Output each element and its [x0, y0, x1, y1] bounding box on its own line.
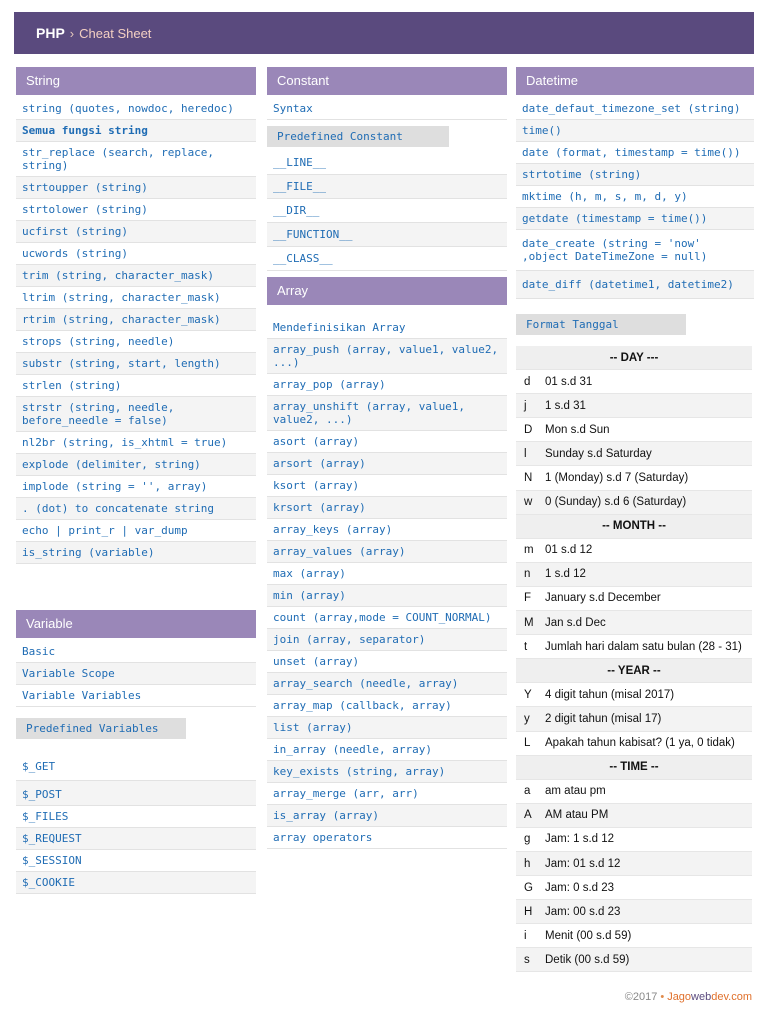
list-item[interactable]: min (array) [267, 585, 507, 607]
table-row: H Jam: 00 s.d 23 [516, 900, 752, 924]
list-item[interactable]: strlen (string) [16, 375, 256, 397]
list-item[interactable]: Syntax [267, 98, 507, 120]
list-item[interactable]: __FUNCTION__ [267, 223, 507, 247]
variable-list [16, 641, 256, 707]
footer-credit [625, 991, 752, 1003]
list-item[interactable]: array_map (callback, array) [267, 695, 507, 717]
list-item[interactable]: Mendefinisikan Array [267, 317, 507, 339]
list-item[interactable]: __CLASS__ [267, 247, 507, 271]
subheader-format-tanggal: Format Tanggal [516, 314, 686, 335]
table-row: s Detik (00 s.d 59) [516, 948, 752, 972]
table-row: Y 4 digit tahun (misal 2017) [516, 683, 752, 707]
subheader-predefined-constant: Predefined Constant [267, 126, 449, 147]
list-item[interactable]: ucfirst (string) [16, 221, 256, 243]
list-item[interactable]: str_replace (search, replace, string) [16, 142, 256, 177]
list-item[interactable]: implode (string = '', array) [16, 476, 256, 498]
list-item[interactable]: ksort (array) [267, 475, 507, 497]
table-row: j 1 s.d 31 [516, 394, 752, 418]
list-item[interactable]: array operators [267, 827, 507, 849]
table-row: g Jam: 1 s.d 12 [516, 828, 752, 852]
date-format-table [516, 346, 752, 972]
table-row: G Jam: 0 s.d 23 [516, 876, 752, 900]
list-item[interactable]: string (quotes, nowdoc, heredoc) [16, 98, 256, 120]
list-item[interactable]: rtrim (string, character_mask) [16, 309, 256, 331]
list-item[interactable]: mktime (h, m, s, m, d, y) [516, 186, 754, 208]
table-section-year: -- YEAR -- [516, 659, 752, 683]
list-item[interactable]: Basic [16, 641, 256, 663]
list-item[interactable]: strtoupper (string) [16, 177, 256, 199]
predefined-variables-list [16, 753, 256, 894]
table-row: d 01 s.d 31 [516, 370, 752, 394]
table-section-month: -- MONTH -- [516, 515, 752, 539]
list-item[interactable]: explode (delimiter, string) [16, 454, 256, 476]
list-item[interactable]: date_diff (datetime1, datetime2) [516, 271, 754, 299]
list-item[interactable]: $_COOKIE [16, 872, 256, 894]
table-section-day: -- DAY --- [516, 346, 752, 370]
header-brand: PHP [36, 25, 65, 41]
table-row: M Jan s.d Dec [516, 611, 752, 635]
table-row: a am atau pm [516, 780, 752, 804]
list-item[interactable]: unset (array) [267, 651, 507, 673]
list-item[interactable]: arsort (array) [267, 453, 507, 475]
list-item[interactable]: $_SESSION [16, 850, 256, 872]
table-row: A AM atau PM [516, 804, 752, 828]
header-subtitle: Cheat Sheet [79, 25, 152, 41]
list-item[interactable]: asort (array) [267, 431, 507, 453]
list-item[interactable]: array_values (array) [267, 541, 507, 563]
list-item[interactable]: echo | print_r | var_dump [16, 520, 256, 542]
table-row: l Sunday s.d Saturday [516, 442, 752, 466]
list-item[interactable]: Semua fungsi string [16, 120, 256, 142]
table-row: h Jam: 01 s.d 12 [516, 852, 752, 876]
list-item[interactable]: date (format, timestamp = time()) [516, 142, 754, 164]
section-header-datetime: Datetime [516, 67, 754, 95]
list-item[interactable]: nl2br (string, is_xhtml = true) [16, 432, 256, 454]
list-item[interactable]: trim (string, character_mask) [16, 265, 256, 287]
table-row: n 1 s.d 12 [516, 563, 752, 587]
footer-dot: • [660, 991, 665, 1003]
subheader-predefined-variables: Predefined Variables [16, 718, 186, 739]
table-row: N 1 (Monday) s.d 7 (Saturday) [516, 466, 752, 490]
table-row: t Jumlah hari dalam satu bulan (28 - 31) [516, 635, 752, 659]
table-row: m 01 s.d 12 [516, 539, 752, 563]
footer-site-jago[interactable]: Jago [667, 991, 692, 1003]
list-item[interactable]: list (array) [267, 717, 507, 739]
list-item[interactable]: array_push (array, value1, value2, ...) [267, 339, 507, 374]
footer-site-web[interactable]: web [691, 991, 712, 1003]
section-header-variable: Variable [16, 610, 256, 638]
list-item[interactable]: date_create (string = 'now' ,object DateTimeZone = null) [516, 230, 754, 271]
array-list [267, 317, 507, 849]
list-item[interactable]: array_keys (array) [267, 519, 507, 541]
list-item[interactable]: __FILE__ [267, 175, 507, 199]
list-item[interactable]: __LINE__ [267, 151, 507, 175]
table-row: i Menit (00 s.d 59) [516, 924, 752, 948]
list-item[interactable]: __DIR__ [267, 199, 507, 223]
table-row: D Mon s.d Sun [516, 418, 752, 442]
table-row: w 0 (Sunday) s.d 6 (Saturday) [516, 491, 752, 515]
table-row: F January s.d December [516, 587, 752, 611]
list-item[interactable]: max (array) [267, 563, 507, 585]
list-item[interactable]: getdate (timestamp = time()) [516, 208, 754, 230]
list-item[interactable]: substr (string, start, length) [16, 353, 256, 375]
page-header [14, 12, 754, 54]
string-list [16, 98, 256, 564]
list-item[interactable]: . (dot) to concatenate string [16, 498, 256, 520]
list-item[interactable]: krsort (array) [267, 497, 507, 519]
list-item[interactable]: strtotime (string) [516, 164, 754, 186]
list-item[interactable]: array_unshift (array, value1, value2, ...) [267, 396, 507, 431]
constant-syntax [267, 98, 507, 120]
datetime-list [516, 98, 754, 299]
list-item[interactable]: in_array (needle, array) [267, 739, 507, 761]
list-item[interactable]: is_array (array) [267, 805, 507, 827]
predefined-constant-list [267, 151, 507, 271]
list-item[interactable]: strops (string, needle) [16, 331, 256, 353]
footer-year: ©2017 [624, 991, 658, 1003]
list-item[interactable]: ucwords (string) [16, 243, 256, 265]
header-separator: › [69, 25, 75, 41]
list-item[interactable]: time() [516, 120, 754, 142]
list-item[interactable]: $_FILES [16, 806, 256, 828]
list-item[interactable]: is_string (variable) [16, 542, 256, 564]
list-item[interactable]: $_POST [16, 781, 256, 806]
list-item[interactable]: date_defaut_timezone_set (string) [516, 98, 754, 120]
section-header-array: Array [267, 277, 507, 305]
list-item[interactable]: strstr (string, needle, before_needle = false) [16, 397, 256, 432]
list-item[interactable]: count (array,mode = COUNT_NORMAL) [267, 607, 507, 629]
section-header-constant: Constant [267, 67, 507, 95]
list-item[interactable]: ltrim (string, character_mask) [16, 287, 256, 309]
table-row: L Apakah tahun kabisat? (1 ya, 0 tidak) [516, 732, 752, 756]
footer-site-dev[interactable]: dev.com [711, 991, 752, 1003]
section-header-string: String [16, 67, 256, 95]
list-item[interactable]: array_pop (array) [267, 374, 507, 396]
table-section-time: -- TIME -- [516, 756, 752, 780]
table-row: y 2 digit tahun (misal 17) [516, 707, 752, 731]
list-item[interactable]: strtolower (string) [16, 199, 256, 221]
list-item[interactable]: Variable Scope [16, 663, 256, 685]
list-item[interactable]: Variable Variables [16, 685, 256, 707]
list-item[interactable]: $_REQUEST [16, 828, 256, 850]
list-item[interactable]: $_GET [16, 753, 256, 781]
list-item[interactable]: join (array, separator) [267, 629, 507, 651]
list-item[interactable]: array_search (needle, array) [267, 673, 507, 695]
list-item[interactable]: key_exists (string, array) [267, 761, 507, 783]
list-item[interactable]: array_merge (arr, arr) [267, 783, 507, 805]
